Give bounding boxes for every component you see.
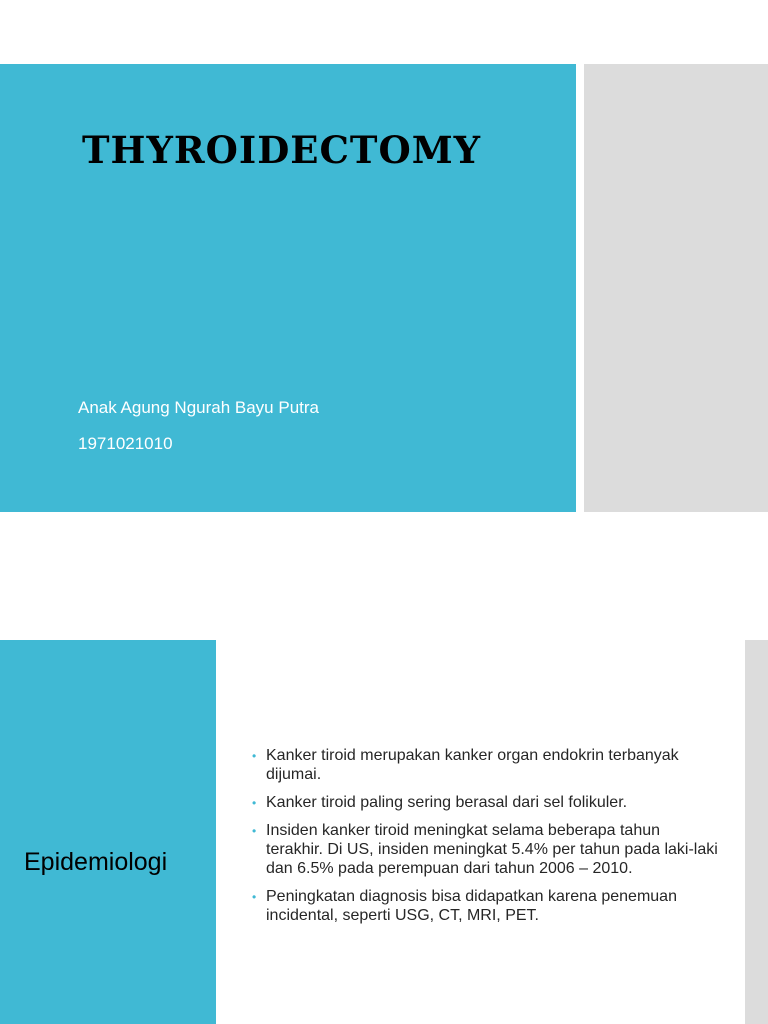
- list-item: [248, 793, 718, 812]
- title-slide: [0, 64, 768, 512]
- title-teal-panel: [0, 64, 576, 512]
- list-item: [248, 746, 718, 784]
- side-gray-panel: [745, 640, 768, 1024]
- list-item-text: Kanker tiroid merupakan kanker organ endokrin terbanyak dijumai.: [266, 747, 679, 783]
- bullet-list: [248, 746, 718, 934]
- list-item-text: Peningkatan diagnosis bisa didapatkan karena penemuan incidental, seperti USG, CT, MRI, PET.: [266, 888, 677, 924]
- epidemiology-slide: [0, 640, 768, 1024]
- list-item: [248, 887, 718, 925]
- section-heading: Epidemiologi: [24, 848, 168, 876]
- list-item-text: Kanker tiroid paling sering berasal dari sel folikuler.: [266, 794, 628, 811]
- list-item-text: Insiden kanker tiroid meningkat selama beberapa tahun terakhir. Di US, insiden meningkat 5.4% per tahun pada laki-laki dan 6.5% pada perempuan dari tahun 2006 – 2010.: [266, 822, 718, 877]
- bullet-icon: •: [252, 796, 257, 810]
- bullet-icon: •: [252, 824, 257, 838]
- list-item: [248, 821, 718, 878]
- bullet-icon: •: [252, 890, 257, 904]
- author-name: Anak Agung Ngurah Bayu Putra: [78, 398, 319, 417]
- title-gray-panel: [584, 64, 768, 512]
- heading-teal-panel: [0, 640, 216, 1024]
- bullet-icon: •: [252, 749, 257, 763]
- student-id: 1971021010: [78, 434, 173, 453]
- slide-title: THYROIDECTOMY: [82, 128, 482, 172]
